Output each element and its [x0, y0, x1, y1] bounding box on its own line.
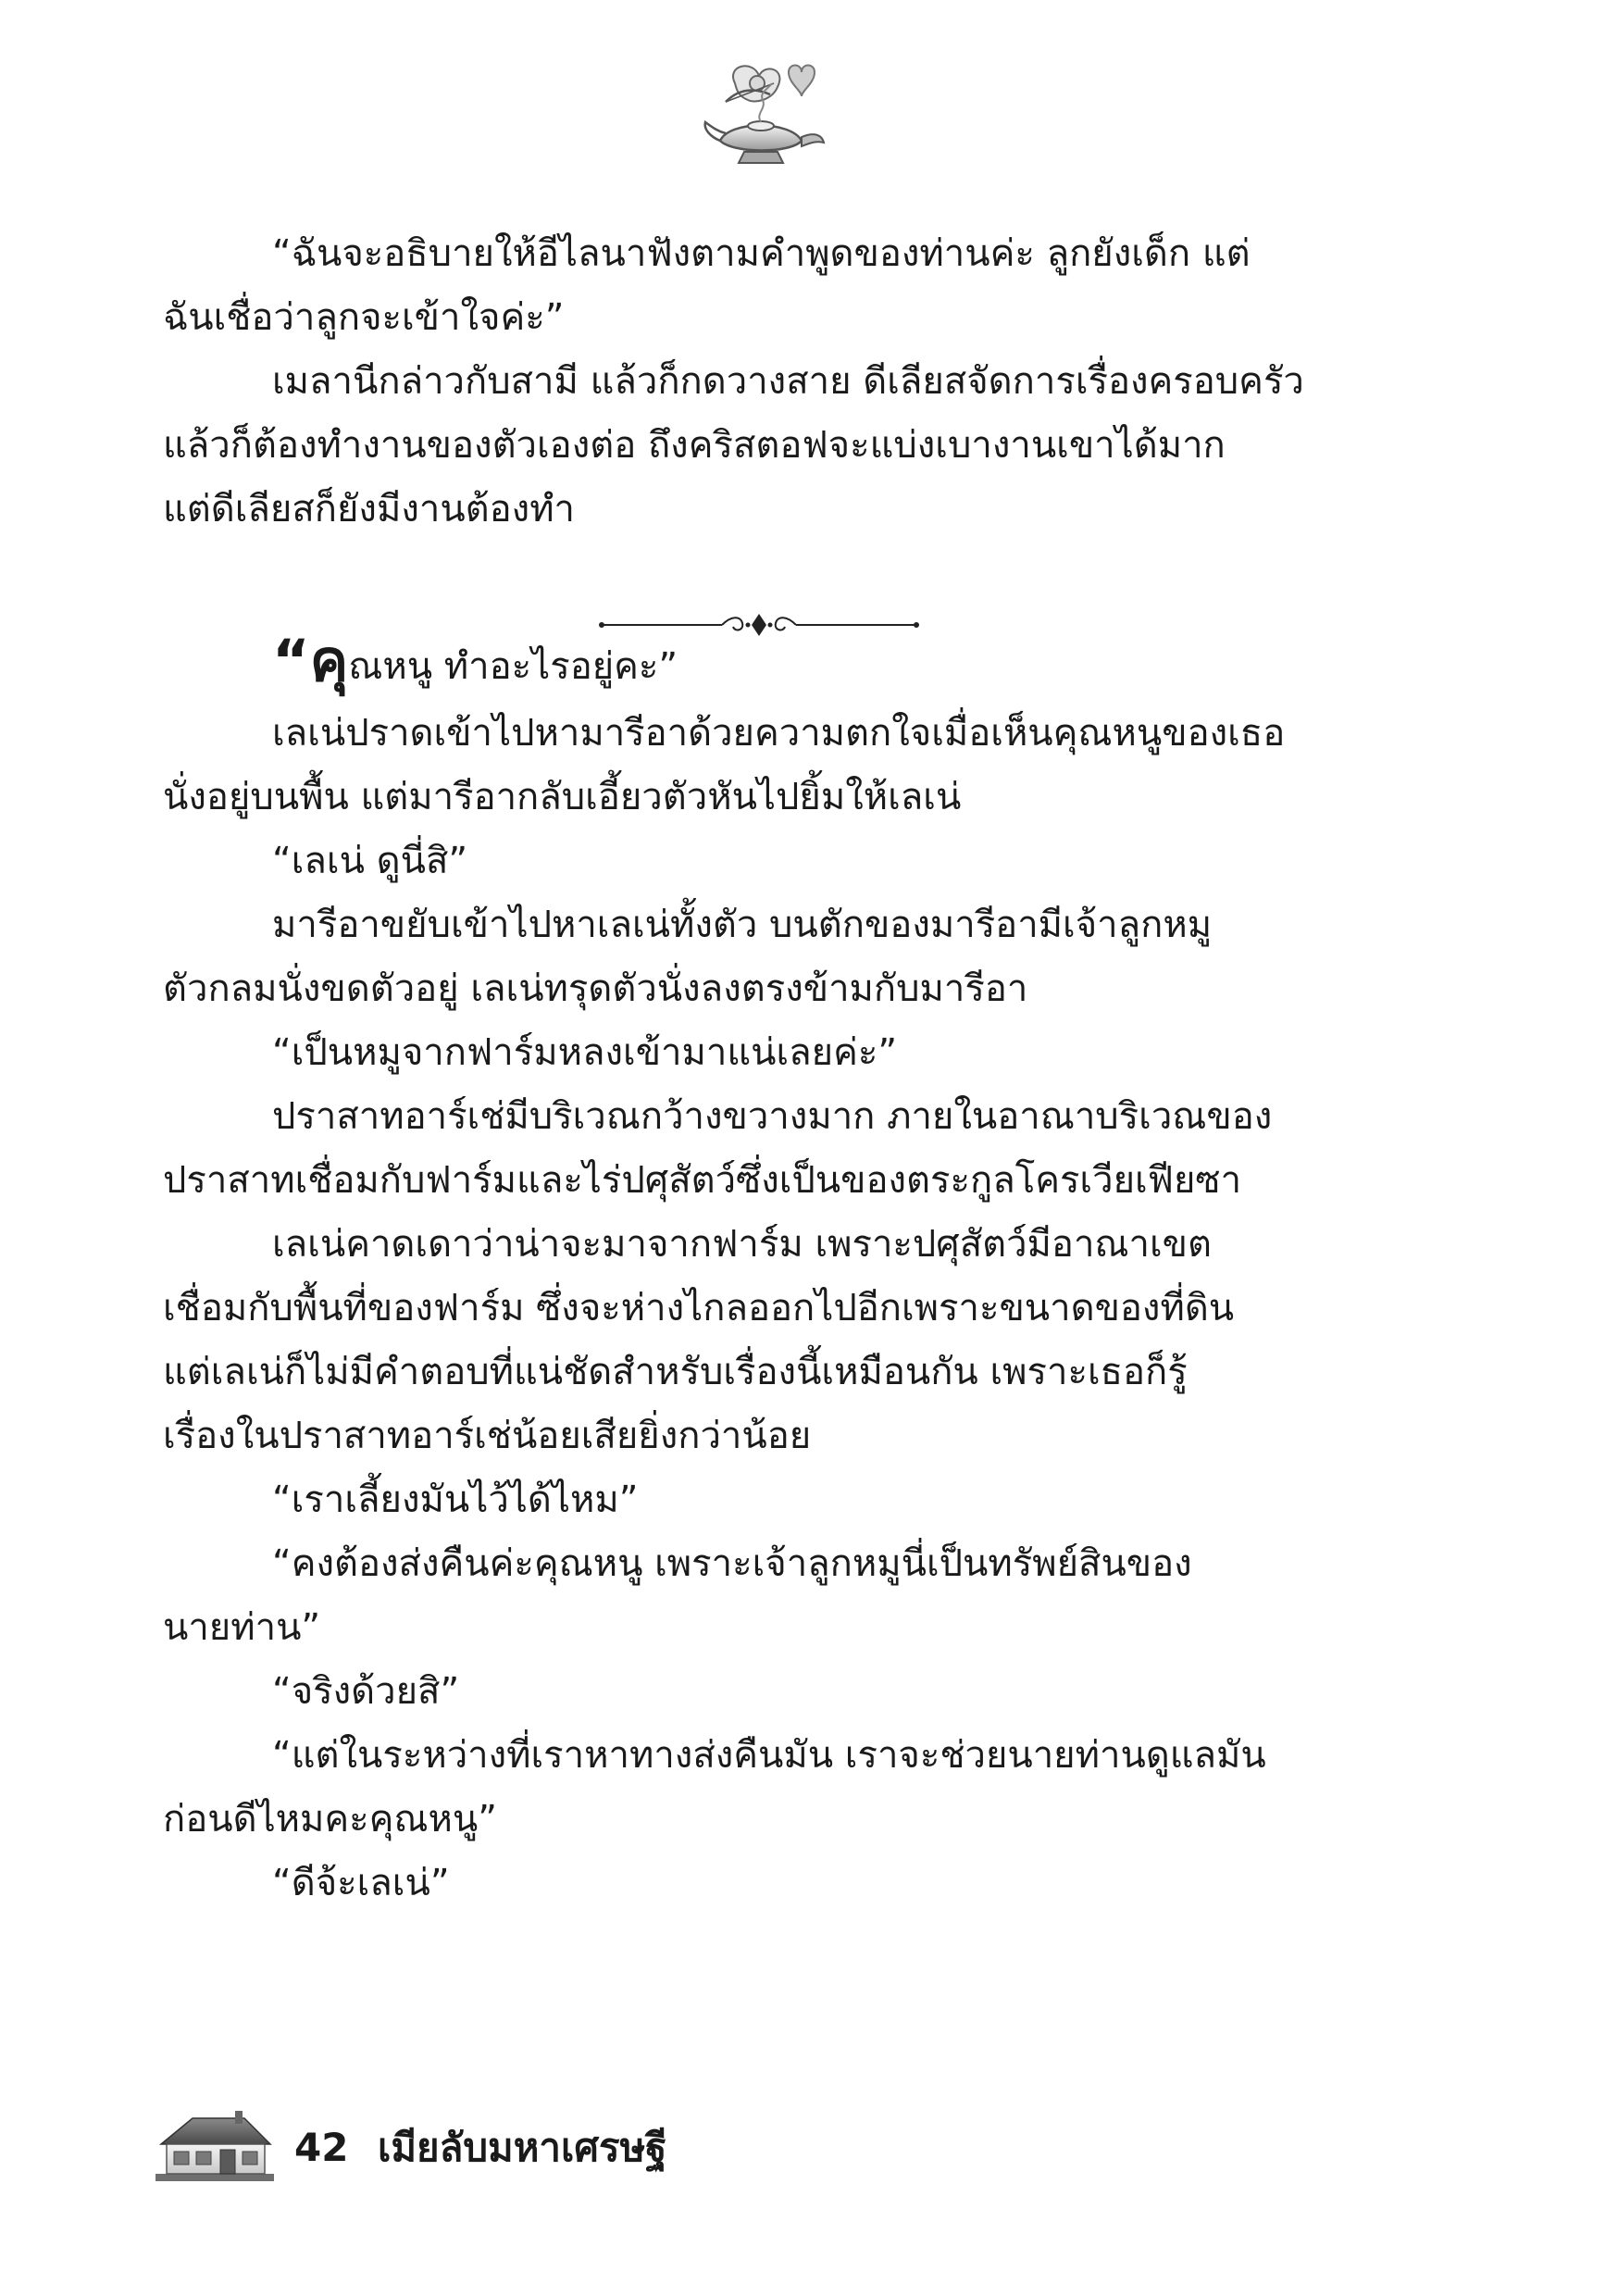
text-line: แต่เลเน่ก็ไม่มีคำตอบที่แน่ชัดสำหรับเรื่องนี้เหมือนกัน เพราะเธอก็รู้: [163, 1351, 1188, 1393]
text-line: “ฉันจะอธิบายให้อีไลนาฟังตามคำพูดของท่านค่ะ ลูกยังเด็ก แต่: [272, 232, 1251, 275]
text-line: “เป็นหมูจากฟาร์มหลงเข้ามาแน่เลยค่ะ”: [272, 1031, 898, 1074]
opening-text: ณหนู ทำอะไรอยู่คะ”: [348, 645, 678, 688]
text-line: แต่ดีเลียสก็ยังมีงานต้องทำ: [163, 488, 576, 530]
text-line: นั่งอยู่บนพื้น แต่มารีอากลับเอี้ยวตัวหันไปยิ้มให้เลเน่: [163, 776, 962, 818]
page-footer: [156, 2109, 896, 2183]
text-line: เลเน่คาดเดาว่าน่าจะมาจากฟาร์ม เพราะปศุสัตว์มีอาณาเขต: [272, 1223, 1212, 1266]
text-line: ก่อนดีไหมคะคุณหนู”: [163, 1798, 497, 1841]
cupid-teapot-ornament-icon: [698, 56, 828, 176]
text-line: เรื่องในปราสาทอาร์เช่น้อยเสียยิ่งกว่าน้อย: [163, 1415, 812, 1457]
text-line: ปราสาทอาร์เช่มีบริเวณกว้างขวางมาก ภายในอาณาบริเวณของ: [272, 1095, 1273, 1138]
text-line: “คงต้องส่งคืนค่ะคุณหนู เพราะเจ้าลูกหมูนี่เป็นทรัพย์สินของ: [272, 1542, 1192, 1585]
text-line: มารีอาขยับเข้าไปหาเลเน่ทั้งตัว บนตักของมารีอามีเจ้าลูกหมู: [272, 904, 1213, 946]
text-line: “จริงด้วยสิ”: [272, 1670, 460, 1713]
text-line: “เลเน่ ดูนี่สิ”: [272, 840, 468, 882]
body-text: [163, 222, 1352, 1915]
text-line: ปราสาทเชื่อมกับฟาร์มและไร่ปศุสัตว์ซึ่งเป็นของตระกูลโครเวียเฟียซา: [163, 1159, 1242, 1202]
text-line: เลเน่ปราดเข้าไปหามารีอาด้วยความตกใจเมื่อเห็นคุณหนูของเธอ: [272, 712, 1286, 755]
text-line: “เราเลี้ยงมันไว้ได้ไหม”: [272, 1479, 639, 1521]
house-icon: [156, 2109, 274, 2183]
drop-cap: “คุ: [272, 627, 349, 694]
flourish-divider-icon: [592, 606, 926, 643]
text-line: “แต่ในระหว่างที่เราหาทางส่งคืนมัน เราจะช่วยนายท่านดูแลมัน: [272, 1734, 1266, 1777]
page-number: 42: [294, 2125, 349, 2170]
book-title: เมียลับมหาเศรษฐี: [378, 2125, 667, 2170]
text-line: เชื่อมกับพื้นที่ของฟาร์ม ซึ่งจะห่างไกลออกไปอีกเพราะขนาดของที่ดิน: [163, 1287, 1235, 1329]
text-line: แล้วก็ต้องทำงานของตัวเองต่อ ถึงคริสตอฟจะแบ่งเบางานเขาได้มาก: [163, 424, 1226, 467]
text-line: เมลานีกล่าวกับสามี แล้วก็กดวางสาย ดีเลียสจัดการเรื่องครอบครัว: [272, 360, 1304, 403]
text-line: “ดีจ้ะเลเน่”: [272, 1862, 450, 1904]
text-line: นายท่าน”: [163, 1606, 321, 1649]
text-line: ตัวกลมนั่งขดตัวอยู่ เลเน่ทรุดตัวนั่งลงตรงข้ามกับมารีอา: [163, 967, 1028, 1010]
text-line: ฉันเชื่อว่าลูกจะเข้าใจค่ะ”: [163, 296, 565, 339]
